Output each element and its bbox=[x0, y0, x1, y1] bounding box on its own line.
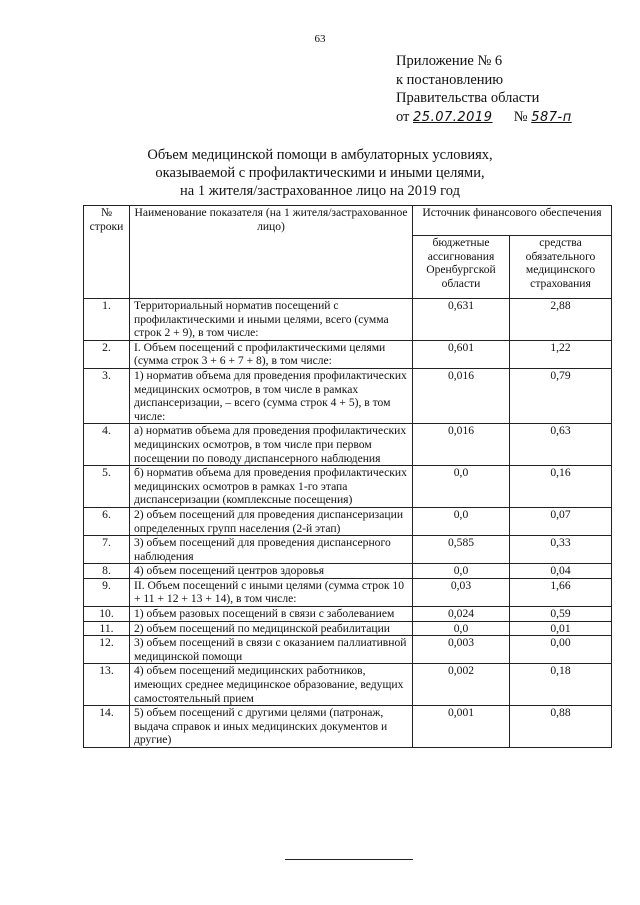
oms-value: 0,88 bbox=[510, 706, 612, 748]
table-row bbox=[84, 621, 612, 636]
footer-rule bbox=[285, 859, 413, 860]
table-row bbox=[84, 706, 612, 748]
indicator-name: 2) объем посещений для проведения диспансеризации определенных групп населения (2-й этап) bbox=[130, 507, 413, 535]
table-row bbox=[84, 299, 612, 341]
budget-value: 0,016 bbox=[413, 424, 510, 466]
budget-value: 0,0 bbox=[413, 564, 510, 579]
indicator-name: 4) объем посещений медицинских работников, имеющих среднее медицинское образование, ведущих самостоятельный прием bbox=[130, 664, 413, 706]
indicator-name: 1) объем разовых посещений в связи с заболеванием bbox=[130, 607, 413, 622]
budget-value: 0,0 bbox=[413, 507, 510, 535]
oms-value: 0,16 bbox=[510, 466, 612, 508]
budget-value: 0,631 bbox=[413, 299, 510, 341]
oms-value: 0,59 bbox=[510, 607, 612, 622]
oms-value: 0,33 bbox=[510, 536, 612, 564]
budget-value: 0,003 bbox=[413, 636, 510, 664]
row-number: 2. bbox=[84, 340, 130, 368]
budget-value: 0,001 bbox=[413, 706, 510, 748]
row-number: 13. bbox=[84, 664, 130, 706]
appendix-title: Приложение № 6 bbox=[396, 53, 503, 69]
budget-value: 0,03 bbox=[413, 578, 510, 606]
budget-value: 0,002 bbox=[413, 664, 510, 706]
oms-value: 1,22 bbox=[510, 340, 612, 368]
budget-value: 0,016 bbox=[413, 368, 510, 423]
indicator-name: Территориальный норматив посещений с профилактическими и иными целями, всего (сумма строк 2 + 9), в том числе: bbox=[130, 299, 413, 341]
header-budget: бюджетные ассигнования Оренбургской области bbox=[413, 236, 510, 299]
document-title bbox=[0, 146, 640, 200]
table-row bbox=[84, 564, 612, 579]
oms-value: 1,66 bbox=[510, 578, 612, 606]
oms-value: 0,01 bbox=[510, 621, 612, 636]
oms-value: 0,07 bbox=[510, 507, 612, 535]
appendix-header bbox=[396, 52, 572, 127]
oms-value: 0,63 bbox=[510, 424, 612, 466]
row-number: 10. bbox=[84, 607, 130, 622]
indicator-name: а) норматив объема для проведения профилактических медицинских осмотров, в том числе при первом посещении по поводу диспансерного наблюдения bbox=[130, 424, 413, 466]
row-number: 8. bbox=[84, 564, 130, 579]
decree-number: 587-п bbox=[531, 109, 572, 125]
row-number: 14. bbox=[84, 706, 130, 748]
header-indicator-name: Наименование показателя (на 1 жителя/застрахованное лицо) bbox=[130, 206, 413, 299]
row-number: 4. bbox=[84, 424, 130, 466]
row-number: 7. bbox=[84, 536, 130, 564]
indicator-name: I. Объем посещений с профилактическими целями (сумма строк 3 + 6 + 7 + 8), в том числе: bbox=[130, 340, 413, 368]
header-funding-source: Источник финансового обеспечения bbox=[413, 206, 612, 236]
budget-value: 0,585 bbox=[413, 536, 510, 564]
row-number: 6. bbox=[84, 507, 130, 535]
row-number: 3. bbox=[84, 368, 130, 423]
row-number: 5. bbox=[84, 466, 130, 508]
date-prefix: от bbox=[396, 108, 410, 125]
budget-value: 0,0 bbox=[413, 621, 510, 636]
indicator-name: 1) норматив объема для проведения профилактических медицинских осмотров, в том числе в рамках диспансеризации, – всего (сумма строк 4 + 5), в том числе: bbox=[130, 368, 413, 423]
indicator-name: 3) объем посещений в связи с оказанием паллиативной медицинской помощи bbox=[130, 636, 413, 664]
decree-date: 25.07.2019 bbox=[413, 109, 493, 125]
oms-value: 0,00 bbox=[510, 636, 612, 664]
header-oms: средства обязательного медицинского страхования bbox=[510, 236, 612, 299]
indicator-name: II. Объем посещений с иными целями (сумма строк 10 + 11 + 12 + 13 + 14), в том числе: bbox=[130, 578, 413, 606]
table-row bbox=[84, 578, 612, 606]
table-row bbox=[84, 507, 612, 535]
row-number: 1. bbox=[84, 299, 130, 341]
table-row bbox=[84, 340, 612, 368]
indicator-name: 5) объем посещений с другими целями (патронаж, выдача справок и иных медицинских документов и другие) bbox=[130, 706, 413, 748]
row-number: 11. bbox=[84, 621, 130, 636]
title-line-1: Объем медицинской помощи в амбулаторных условиях, bbox=[147, 147, 493, 163]
number-prefix: № bbox=[513, 108, 528, 125]
budget-value: 0,0 bbox=[413, 466, 510, 508]
row-number: 9. bbox=[84, 578, 130, 606]
appendix-date-line bbox=[396, 108, 572, 128]
indicator-name: 2) объем посещений по медицинской реабилитации bbox=[130, 621, 413, 636]
table-row bbox=[84, 536, 612, 564]
table-row bbox=[84, 607, 612, 622]
row-number: 12. bbox=[84, 636, 130, 664]
table-row bbox=[84, 424, 612, 466]
indicator-name: б) норматив объема для проведения профилактических медицинских осмотров в рамках 1-го этапа диспансеризации (комплексные посещения) bbox=[130, 466, 413, 508]
budget-value: 0,601 bbox=[413, 340, 510, 368]
title-line-2: оказываемой с профилактическими и иными целями, bbox=[155, 165, 485, 181]
volume-table bbox=[83, 205, 612, 748]
oms-value: 0,04 bbox=[510, 564, 612, 579]
page-number: 63 bbox=[314, 33, 326, 45]
title-line-3: на 1 жителя/застрахованное лицо на 2019 год bbox=[180, 183, 460, 199]
indicator-name: 4) объем посещений центров здоровья bbox=[130, 564, 413, 579]
table-row bbox=[84, 368, 612, 423]
oms-value: 2,88 bbox=[510, 299, 612, 341]
oms-value: 0,18 bbox=[510, 664, 612, 706]
table-row bbox=[84, 466, 612, 508]
header-row-number: № строки bbox=[84, 206, 130, 299]
budget-value: 0,024 bbox=[413, 607, 510, 622]
table-row bbox=[84, 636, 612, 664]
appendix-subtitle: к постановлению bbox=[396, 71, 504, 88]
appendix-authority: Правительства области bbox=[396, 90, 540, 106]
table-row bbox=[84, 664, 612, 706]
indicator-name: 3) объем посещений для проведения диспансерного наблюдения bbox=[130, 536, 413, 564]
oms-value: 0,79 bbox=[510, 368, 612, 423]
